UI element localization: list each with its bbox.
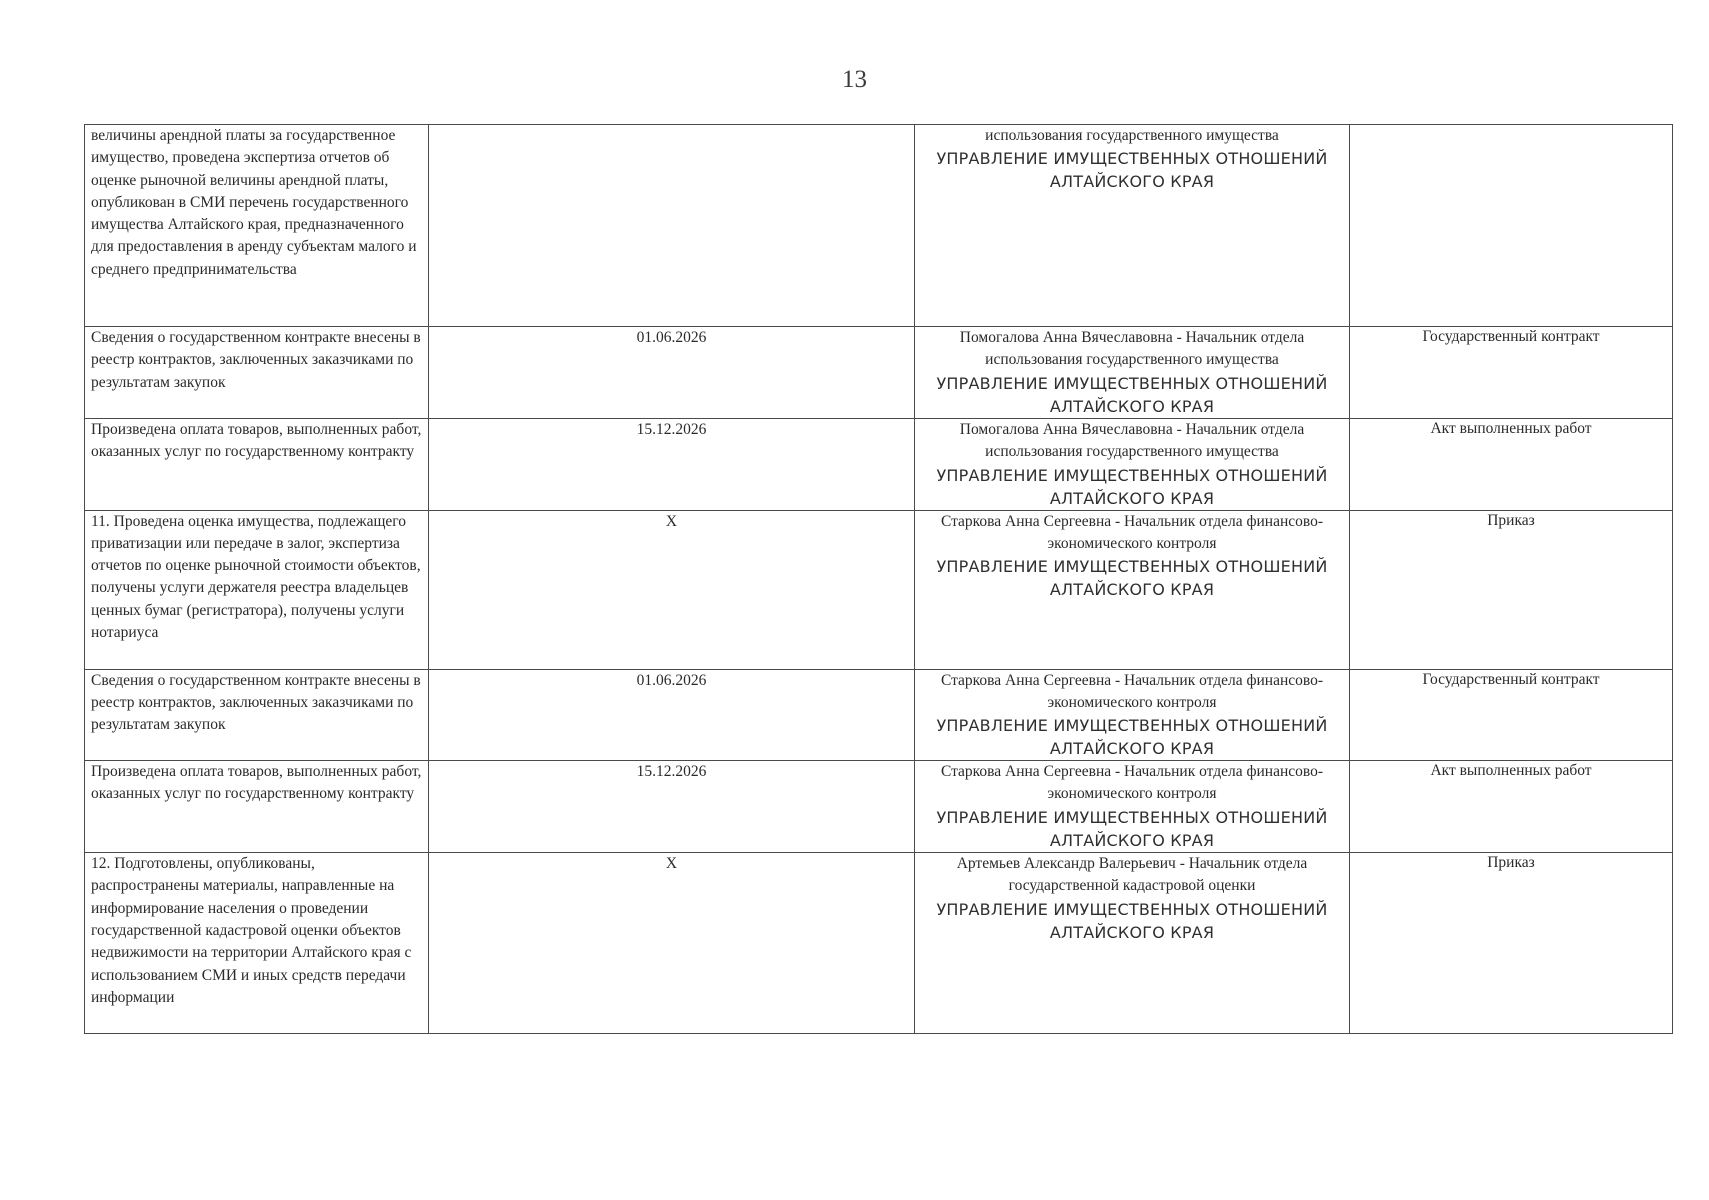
row-document	[1350, 761, 1673, 853]
row-document	[1350, 125, 1673, 327]
row-responsible	[915, 510, 1350, 669]
table-row	[85, 669, 1673, 761]
responsible-organization: УПРАВЛЕНИЕ ИМУЩЕСТВЕННЫХ ОТНОШЕНИЙ АЛТАЙСКОГО КРАЯ	[936, 557, 1328, 600]
responsible-organization: УПРАВЛЕНИЕ ИМУЩЕСТВЕННЫХ ОТНОШЕНИЙ АЛТАЙСКОГО КРАЯ	[936, 807, 1328, 850]
table-row	[85, 510, 1673, 669]
row-responsible	[915, 853, 1350, 1034]
document-type: Государственный контракт	[1422, 670, 1600, 688]
page-number: 13	[842, 66, 867, 93]
table-row	[85, 761, 1673, 853]
row-date: X	[429, 510, 915, 669]
row-document	[1350, 327, 1673, 419]
row-description: Произведена оплата товаров, выполненных работ, оказанных услуг по государственному контракту	[85, 419, 429, 511]
document-type: Акт выполненных работ	[1430, 762, 1592, 780]
responsible-person: Старкова Анна Сергеевна - Начальник отдела финансово-экономического контроля	[940, 763, 1324, 803]
row-description: Сведения о государственном контракте внесены в реестр контрактов, заключенных заказчиками по результатам закупок	[85, 327, 429, 419]
row-responsible	[915, 125, 1350, 327]
responsible-organization: УПРАВЛЕНИЕ ИМУЩЕСТВЕННЫХ ОТНОШЕНИЙ АЛТАЙСКОГО КРАЯ	[936, 716, 1328, 759]
responsible-organization: УПРАВЛЕНИЕ ИМУЩЕСТВЕННЫХ ОТНОШЕНИЙ АЛТАЙСКОГО КРАЯ	[936, 149, 1328, 192]
responsible-organization: УПРАВЛЕНИЕ ИМУЩЕСТВЕННЫХ ОТНОШЕНИЙ АЛТАЙСКОГО КРАЯ	[936, 899, 1328, 942]
responsible-person: Старкова Анна Сергеевна - Начальник отдела финансово-экономического контроля	[940, 512, 1324, 552]
table-row	[85, 853, 1673, 1034]
table-row	[85, 125, 1673, 327]
row-description: 12. Подготовлены, опубликованы, распространены материалы, направленные на информирование населения о проведении государственной кадастровой оценки объектов недвижимости на территории Алтайского края с использованием СМИ и иных средств передачи информации	[85, 853, 429, 1034]
responsible-organization: УПРАВЛЕНИЕ ИМУЩЕСТВЕННЫХ ОТНОШЕНИЙ АЛТАЙСКОГО КРАЯ	[936, 465, 1328, 508]
row-document	[1350, 510, 1673, 669]
plan-table	[84, 124, 1673, 1034]
row-document	[1350, 669, 1673, 761]
row-responsible	[915, 419, 1350, 511]
responsible-person: Помогалова Анна Вячеславовна - Начальник отдела использования государственного имущества	[959, 421, 1305, 461]
document-type: Приказ	[1487, 511, 1535, 529]
document-type: Государственный контракт	[1422, 328, 1600, 345]
row-date: 01.06.2026	[429, 327, 915, 419]
row-responsible	[915, 327, 1350, 419]
document-type: Приказ	[1487, 854, 1535, 872]
row-date	[429, 125, 915, 327]
row-responsible	[915, 669, 1350, 761]
table-row	[85, 327, 1673, 419]
row-responsible	[915, 761, 1350, 853]
responsible-person: Артемьев Александр Валерьевич - Начальник отдела государственной кадастровой оценки	[956, 855, 1308, 895]
responsible-person: Старкова Анна Сергеевна - Начальник отдела финансово-экономического контроля	[940, 671, 1324, 711]
table-row	[85, 419, 1673, 511]
row-description: Произведена оплата товаров, выполненных работ, оказанных услуг по государственному контракту	[85, 761, 429, 853]
row-date: 01.06.2026	[429, 669, 915, 761]
row-description: Сведения о государственном контракте внесены в реестр контрактов, заключенных заказчиками по результатам закупок	[85, 669, 429, 761]
responsible-person: Помогалова Анна Вячеславовна - Начальник отдела использования государственного имущества	[959, 329, 1305, 369]
row-date: 15.12.2026	[429, 761, 915, 853]
responsible-organization: УПРАВЛЕНИЕ ИМУЩЕСТВЕННЫХ ОТНОШЕНИЙ АЛТАЙСКОГО КРАЯ	[936, 373, 1328, 416]
row-description: 11. Проведена оценка имущества, подлежащего приватизации или передаче в залог, экспертиза отчетов по оценке рыночной стоимости объектов, получены услуги держателя реестра владельцев ценных бумаг (регистратора), получены услуги нотариуса	[85, 510, 429, 669]
responsible-person: использования государственного имущества	[985, 127, 1279, 144]
row-document	[1350, 419, 1673, 511]
row-document	[1350, 853, 1673, 1034]
row-description: величины арендной платы за государственное имущество, проведена экспертиза отчетов об оценке рыночной величины арендной платы, опубликован в СМИ перечень государственного имущества Алтайского края, предназначенного для предоставления в аренду субъектам малого и среднего предпринимательства	[85, 125, 429, 327]
row-date: X	[429, 853, 915, 1034]
document-type: Акт выполненных работ	[1430, 420, 1592, 437]
row-date: 15.12.2026	[429, 419, 915, 511]
